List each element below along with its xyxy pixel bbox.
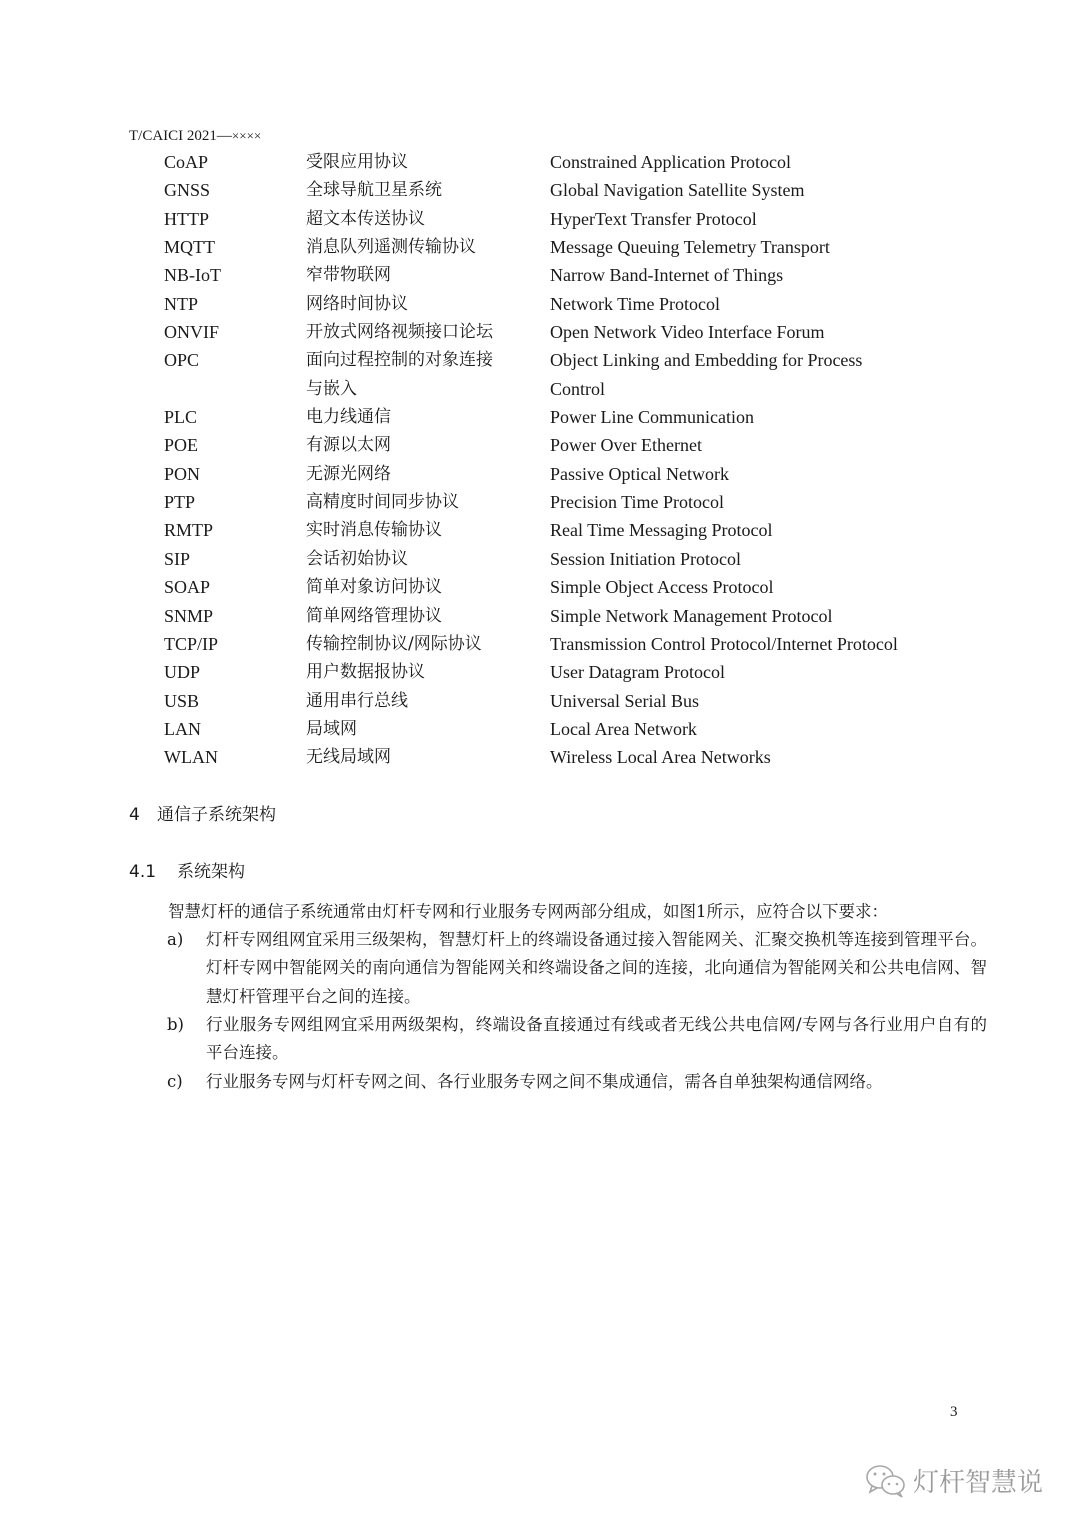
- english-term: Local Area Network: [550, 718, 697, 739]
- list-label: b): [167, 1015, 184, 1034]
- abbreviation: WLAN: [164, 747, 218, 768]
- table-row: [164, 261, 898, 289]
- watermark-text: 灯杆智慧说: [913, 1468, 1044, 1498]
- table-row: [164, 658, 898, 686]
- english-term: Object Linking and Embedding for Process: [550, 350, 863, 371]
- standard-code: T/CAICI 2021—: [129, 128, 232, 144]
- intro-paragraph: 智慧灯杆的通信子系统通常由灯杆专网和行业服务专网两部分组成，如图1所示，应符合以下要求：: [168, 902, 888, 921]
- english-term: Power Line Communication: [550, 407, 754, 428]
- english-term: User Datagram Protocol: [550, 662, 725, 683]
- page-number: 3: [950, 1404, 958, 1420]
- abbreviation: UDP: [164, 662, 201, 683]
- chinese-term: 有源以太网: [306, 435, 391, 456]
- english-term: HyperText Transfer Protocol: [550, 208, 757, 229]
- english-term: Message Queuing Telemetry Transport: [550, 237, 830, 258]
- section-number: 4: [129, 805, 140, 825]
- table-row: [164, 545, 898, 573]
- abbreviation: TCP/IP: [164, 633, 219, 654]
- chinese-term: 面向过程控制的对象连接: [306, 350, 493, 371]
- wechat-icon: [865, 1464, 907, 1498]
- table-row: [164, 573, 898, 601]
- table-row: [164, 488, 898, 516]
- chinese-term: 超文本传送协议: [306, 208, 425, 229]
- table-row: [164, 176, 898, 204]
- chinese-term: 高精度时间同步协议: [306, 492, 459, 513]
- abbreviation: HTTP: [164, 208, 209, 229]
- abbreviation: PON: [164, 463, 201, 484]
- abbreviation: SOAP: [164, 577, 211, 598]
- english-term: Open Network Video Interface Forum: [550, 322, 825, 343]
- chinese-term: 简单网络管理协议: [306, 605, 442, 626]
- subsection-heading: [129, 857, 245, 882]
- english-term: Simple Network Management Protocol: [550, 605, 833, 626]
- list-text: 行业服务专网与灯杆专网之间、各行业服务专网之间不集成通信，需各自单独架构通信网络。: [206, 1072, 883, 1091]
- abbreviation: NB-IoT: [164, 265, 221, 286]
- english-term: Transmission Control Protocol/Internet Protocol: [550, 633, 898, 654]
- table-row: [164, 630, 898, 658]
- chinese-term: 传输控制协议/网际协议: [306, 633, 482, 654]
- table-row: [164, 375, 898, 403]
- chinese-term: 开放式网络视频接口论坛: [306, 322, 493, 343]
- section-title: 通信子系统架构: [157, 805, 276, 825]
- list-text: 行业服务专网组网宜采用两级架构，终端设备直接通过有线或者无线公共电信网/专网与各行业用户自有的平台连接。: [206, 1015, 987, 1063]
- abbreviation: CoAP: [164, 152, 209, 172]
- chinese-term: 简单对象访问协议: [306, 577, 442, 598]
- chinese-term: 实时消息传输协议: [306, 520, 442, 541]
- english-term: Simple Object Access Protocol: [550, 577, 774, 598]
- english-term: Universal Serial Bus: [550, 690, 699, 711]
- table-row: [164, 431, 898, 459]
- english-term: Wireless Local Area Networks: [550, 747, 771, 768]
- subsection-number: 4.1: [129, 862, 157, 882]
- chinese-term: 会话初始协议: [306, 548, 408, 569]
- chinese-term: 窄带物联网: [306, 265, 391, 286]
- chinese-term: 局域网: [306, 718, 357, 739]
- abbreviation: NTP: [164, 293, 199, 314]
- english-term: Real Time Messaging Protocol: [550, 520, 773, 541]
- chinese-term: 消息队列遥测传输协议: [306, 237, 476, 258]
- chinese-term: 受限应用协议: [306, 152, 408, 172]
- table-row: [164, 516, 898, 544]
- table-row: [164, 318, 898, 346]
- table-row: [164, 403, 898, 431]
- document-header: [129, 128, 261, 145]
- abbreviation: POE: [164, 435, 199, 456]
- abbreviation: SIP: [164, 548, 191, 569]
- abbreviation: RMTP: [164, 520, 214, 541]
- abbreviation: ONVIF: [164, 322, 220, 343]
- abbreviation: OPC: [164, 350, 200, 371]
- subsection-title: 系统架构: [177, 862, 245, 882]
- list-text: 灯杆专网组网宜采用三级架构，智慧灯杆上的终端设备通过接入智能网关、汇聚交换机等连接到管理平台。灯杆专网中智能网关的南向通信为智能网关和终端设备之间的连接，北向通信为智能网关和公共电信网、智慧灯杆管理平台之间的连接。: [206, 930, 987, 1006]
- english-term: Network Time Protocol: [550, 293, 721, 314]
- abbreviation: SNMP: [164, 605, 214, 626]
- abbreviation: [164, 375, 306, 403]
- abbreviation: PTP: [164, 492, 196, 513]
- table-row: [164, 715, 898, 743]
- chinese-term: 电力线通信: [306, 407, 391, 428]
- list-label: c): [167, 1072, 183, 1091]
- english-term: Narrow Band-Internet of Things: [550, 265, 784, 286]
- table-row: [164, 290, 898, 318]
- english-term: Global Navigation Satellite System: [550, 180, 805, 201]
- table-row: [164, 743, 898, 771]
- abbreviation-table: [164, 148, 898, 772]
- english-term: Precision Time Protocol: [550, 492, 725, 513]
- table-row: [164, 460, 898, 488]
- english-term: Power Over Ethernet: [550, 435, 702, 456]
- chinese-term: 无源光网络: [306, 463, 391, 484]
- abbreviation: USB: [164, 690, 200, 711]
- list-item-c: [167, 1068, 987, 1096]
- abbreviation: LAN: [164, 718, 201, 739]
- chinese-term: 与嵌入: [306, 378, 357, 399]
- abbreviation: GNSS: [164, 180, 211, 201]
- list-label: a): [167, 930, 184, 949]
- table-row: [164, 205, 898, 233]
- chinese-term: 网络时间协议: [306, 293, 408, 314]
- section-heading: [129, 800, 276, 825]
- abbreviation: PLC: [164, 407, 198, 428]
- list-item-b: [167, 1011, 987, 1068]
- abbreviation: MQTT: [164, 237, 215, 258]
- chinese-term: 通用串行总线: [306, 690, 408, 711]
- table-row: [164, 233, 898, 261]
- chinese-term: 用户数据报协议: [306, 662, 425, 683]
- table-row: [164, 148, 898, 176]
- table-row: [164, 346, 898, 374]
- standard-code-suffix: ××××: [231, 128, 262, 143]
- english-term: Passive Optical Network: [550, 463, 729, 484]
- table-row: [164, 602, 898, 630]
- english-term: Control: [550, 378, 606, 399]
- english-term: Constrained Application Protocol: [550, 152, 791, 172]
- table-row: [164, 687, 898, 715]
- chinese-term: 全球导航卫星系统: [306, 180, 442, 201]
- chinese-term: 无线局域网: [306, 747, 391, 768]
- list-item-a: [167, 926, 987, 1011]
- watermark: [865, 1462, 1043, 1499]
- english-term: Session Initiation Protocol: [550, 548, 741, 569]
